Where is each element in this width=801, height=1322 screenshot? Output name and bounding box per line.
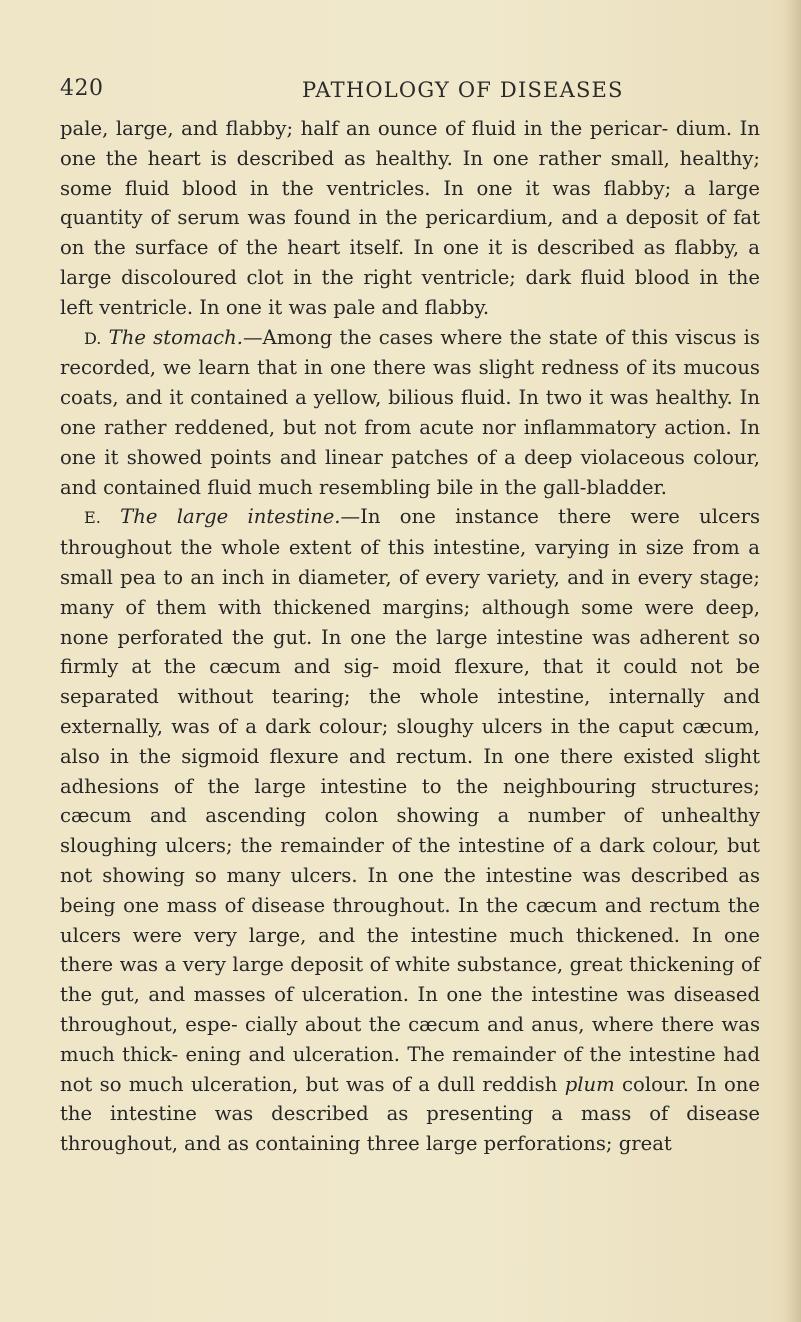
page-number: 420 <box>60 76 104 101</box>
page-edge-shadow <box>785 0 801 1322</box>
paragraph-text-end: colour. In one the intestine was described as presenting a mass of disease throughout, and as containing three large perforations; great <box>60 1072 761 1156</box>
running-head: PATHOLOGY OF DISEASES <box>302 78 624 102</box>
section-heading: The stomach. <box>108 325 243 349</box>
paragraph-heart <box>60 114 760 323</box>
paragraph-stomach <box>60 323 760 503</box>
body-text <box>60 114 760 1159</box>
paragraph-large-intestine <box>60 502 760 1159</box>
emphasis-plum: plum <box>564 1072 615 1096</box>
paragraph-text: pale, large, and flabby; half an ounce of fluid in the pericar- dium. In one the heart is described as healthy. In one rather small, healthy; some fluid blood in the ventricles. In one it was flabby; a large quantity of serum was found in the pericardium, and a deposit of fat on the surface of the heart itself. In one it is described as flabby, a large discoloured clot in the right ventricle; dark fluid blood in the left ventricle. In one it was pale and flabby. <box>60 117 760 319</box>
section-heading: The large intestine. <box>120 505 341 529</box>
section-label: D. <box>84 328 102 348</box>
page-header <box>60 76 760 112</box>
paragraph-text: —Among the cases where the state of this viscus is recorded, we learn that in one there was slight redness of its mucous coats, and it contained a yellow, bilious fluid. In two it was healthy. In one rather reddened, but not from acute nor inflammatory action. In one it showed points and linear patches of a deep violaceous colour, and contained fluid much resembling bile in the gall-bladder. <box>60 325 760 499</box>
section-label: E. <box>84 508 101 528</box>
paragraph-text: —In one instance there were ulcers throughout the whole extent of this intestine, varying in size from a small pea to an inch in diameter, of every variety, and in every stage; many of them with thickened margins; although some were deep, none perforated the gut. In one the large intestine was adherent so firmly at the cæcum and sig- moid flexure, that it could not be separated without tearing; the whole intestine, internally and externally, was of a dark colour; sloughy ulcers in the caput cæcum, also in the sigmoid flexure and rectum. In one there existed slight adhesions of the large intestine to the neighbouring structures; cæcum and ascending colon showing a number of unhealthy sloughing ulcers; the remainder of the intestine of a dark colour, but not showing so many ulcers. In one the intestine was described as being one mass of disease throughout. In the cæcum and rectum the ulcers were very large, and the intestine much thickened. In one there was a very large deposit of white substance, great thickening of the gut, and masses of ulceration. In one the intestine was diseased throughout, espe- cially about the cæcum and anus, where there was much thick- ening and ulceration. The remainder of the intestine had not so much ulceration, but was of a dull reddish <box>60 505 761 1096</box>
